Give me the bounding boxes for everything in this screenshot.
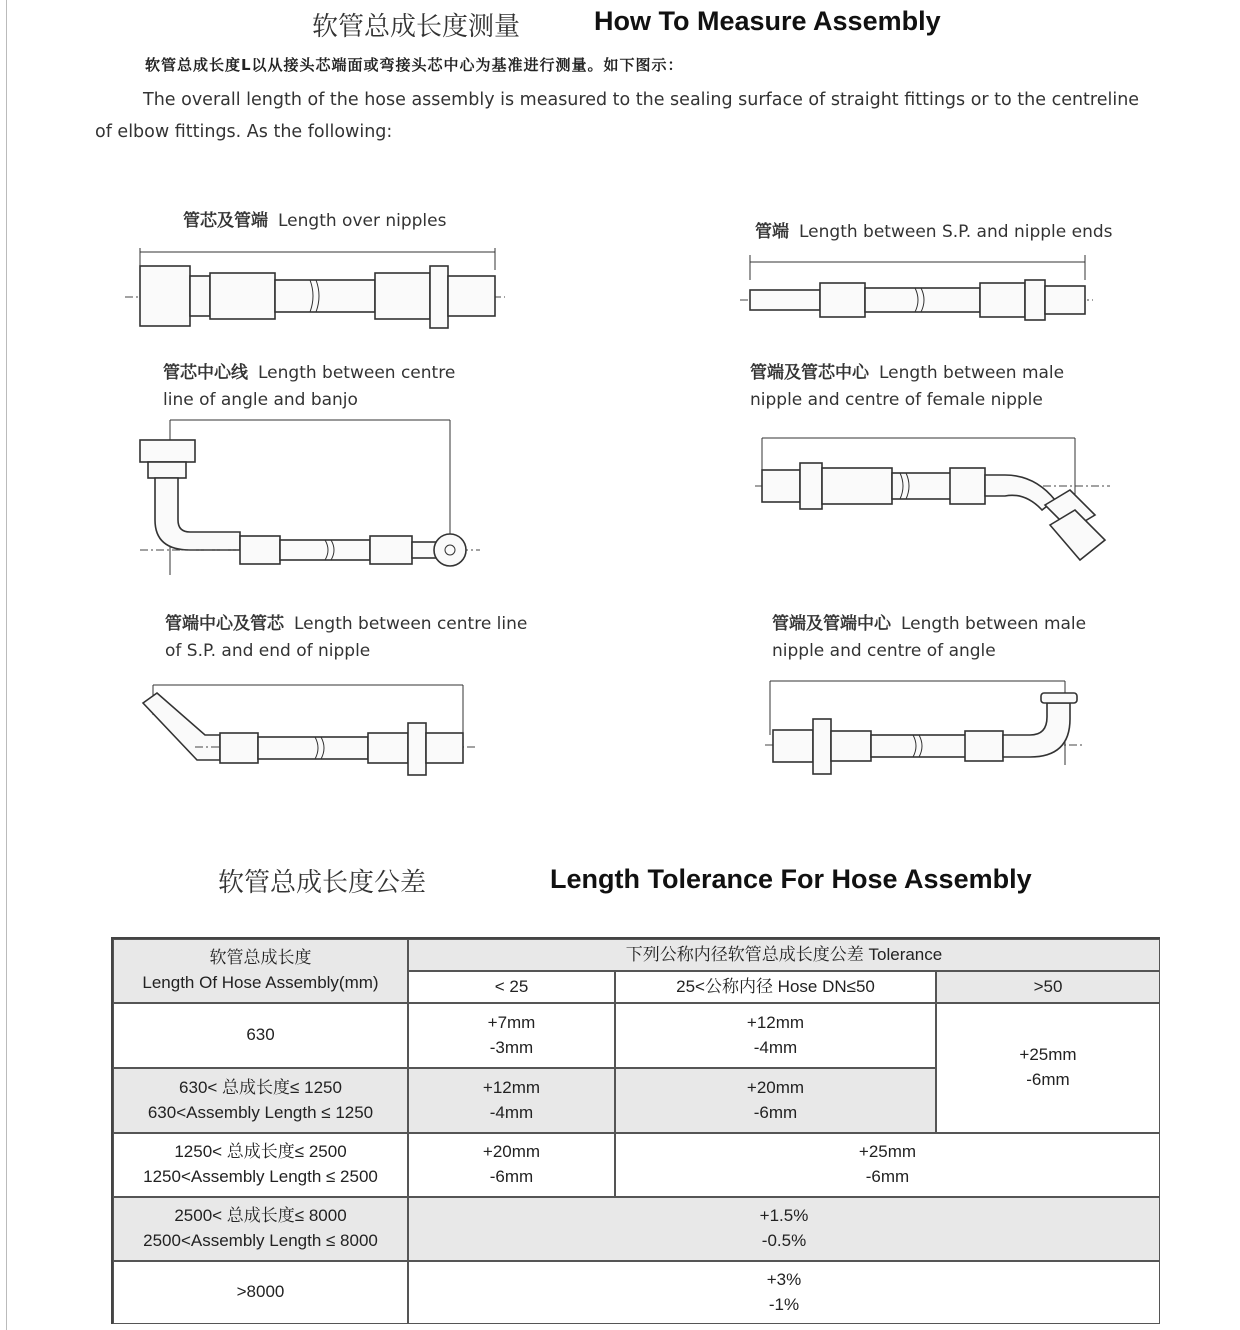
intro-en-line1: The overall length of the hose assembly is measured to the sealing surface of straight fittings or to the centreline xyxy=(143,90,1140,110)
row2-25-50: +20mm -6mm xyxy=(615,1068,936,1133)
caption-male-female-nipple: 管端及管芯中心 Length between male xyxy=(750,363,1065,383)
caption-male-centre-angle-line2: nipple and centre of angle xyxy=(772,641,996,661)
caption-male-female-nipple-line2: nipple and centre of female nipple xyxy=(750,390,1043,410)
intro-cn: 软管总成长度L以从接头芯端面或弯接头芯中心为基准进行测量。如下图示： xyxy=(145,56,684,74)
row3-lt25: +20mm -6mm xyxy=(408,1133,615,1197)
title-en: How To Measure Assembly xyxy=(594,6,941,36)
header-col-25-50: 25<公称内径 Hose DN≤50 xyxy=(615,971,936,1003)
row5-all: +3% -1% xyxy=(408,1261,1160,1324)
row3-merged: +25mm -6mm xyxy=(615,1133,1160,1197)
header-col-gt50: >50 xyxy=(936,971,1160,1003)
row2-lt25: +12mm -4mm xyxy=(408,1068,615,1133)
row3-length: 1250< 总成长度≤ 2500 1250<Assembly Length ≤ 2500 xyxy=(113,1133,408,1197)
tolerance-title-en: Length Tolerance For Hose Assembly xyxy=(550,864,1032,894)
diagram-male-centre-angle xyxy=(765,675,1095,785)
diagram-male-female-nipple xyxy=(750,430,1120,570)
intro-en-line2: of elbow fittings. As the following: xyxy=(95,122,393,142)
row1-length: 630 xyxy=(113,1003,408,1068)
caption-sp-and-nipple-ends: 管端 Length between S.P. and nipple ends xyxy=(755,222,1113,242)
caption-length-over-nipples: 管芯及管端 Length over nipples xyxy=(183,211,447,231)
header-col-lt25: < 25 xyxy=(408,971,615,1003)
caption-centre-sp-nipple-line2: of S.P. and end of nipple xyxy=(165,641,371,661)
row4-length: 2500< 总成长度≤ 8000 2500<Assembly Length ≤ 8000 xyxy=(113,1197,408,1261)
diagram-centre-sp-nipple xyxy=(135,675,485,775)
row2-length: 630< 总成长度≤ 1250 630<Assembly Length ≤ 1250 xyxy=(113,1068,408,1133)
header-tolerance: 下列公称内径软管总成长度公差 Tolerance xyxy=(408,939,1160,971)
caption-centre-sp-nipple: 管端中心及管芯 Length between centre line xyxy=(165,614,528,634)
row1-lt25: +7mm -3mm xyxy=(408,1003,615,1068)
caption-centre-angle-banjo-line2: line of angle and banjo xyxy=(163,390,358,410)
title-cn: 软管总成长度测量 xyxy=(312,12,521,42)
caption-centre-angle-banjo: 管芯中心线 Length between centre xyxy=(163,363,456,383)
tolerance-table xyxy=(111,937,1160,1324)
tolerance-title-cn: 软管总成长度公差 xyxy=(218,868,427,898)
row4-all: +1.5% -0.5% xyxy=(408,1197,1160,1261)
diagram-centre-angle-banjo xyxy=(130,410,490,580)
caption-male-centre-angle: 管端及管端中心 Length between male xyxy=(772,614,1087,634)
gt50-merged: +25mm -6mm xyxy=(936,1003,1160,1133)
diagram-sp-and-nipple-ends xyxy=(735,250,1095,330)
header-length: 软管总成长度 Length Of Hose Assembly(mm) xyxy=(113,939,408,1003)
diagram-length-over-nipples xyxy=(120,240,510,340)
row5-length: >8000 xyxy=(113,1261,408,1324)
page-left-border xyxy=(6,0,7,1330)
row1-25-50: +12mm -4mm xyxy=(615,1003,936,1068)
